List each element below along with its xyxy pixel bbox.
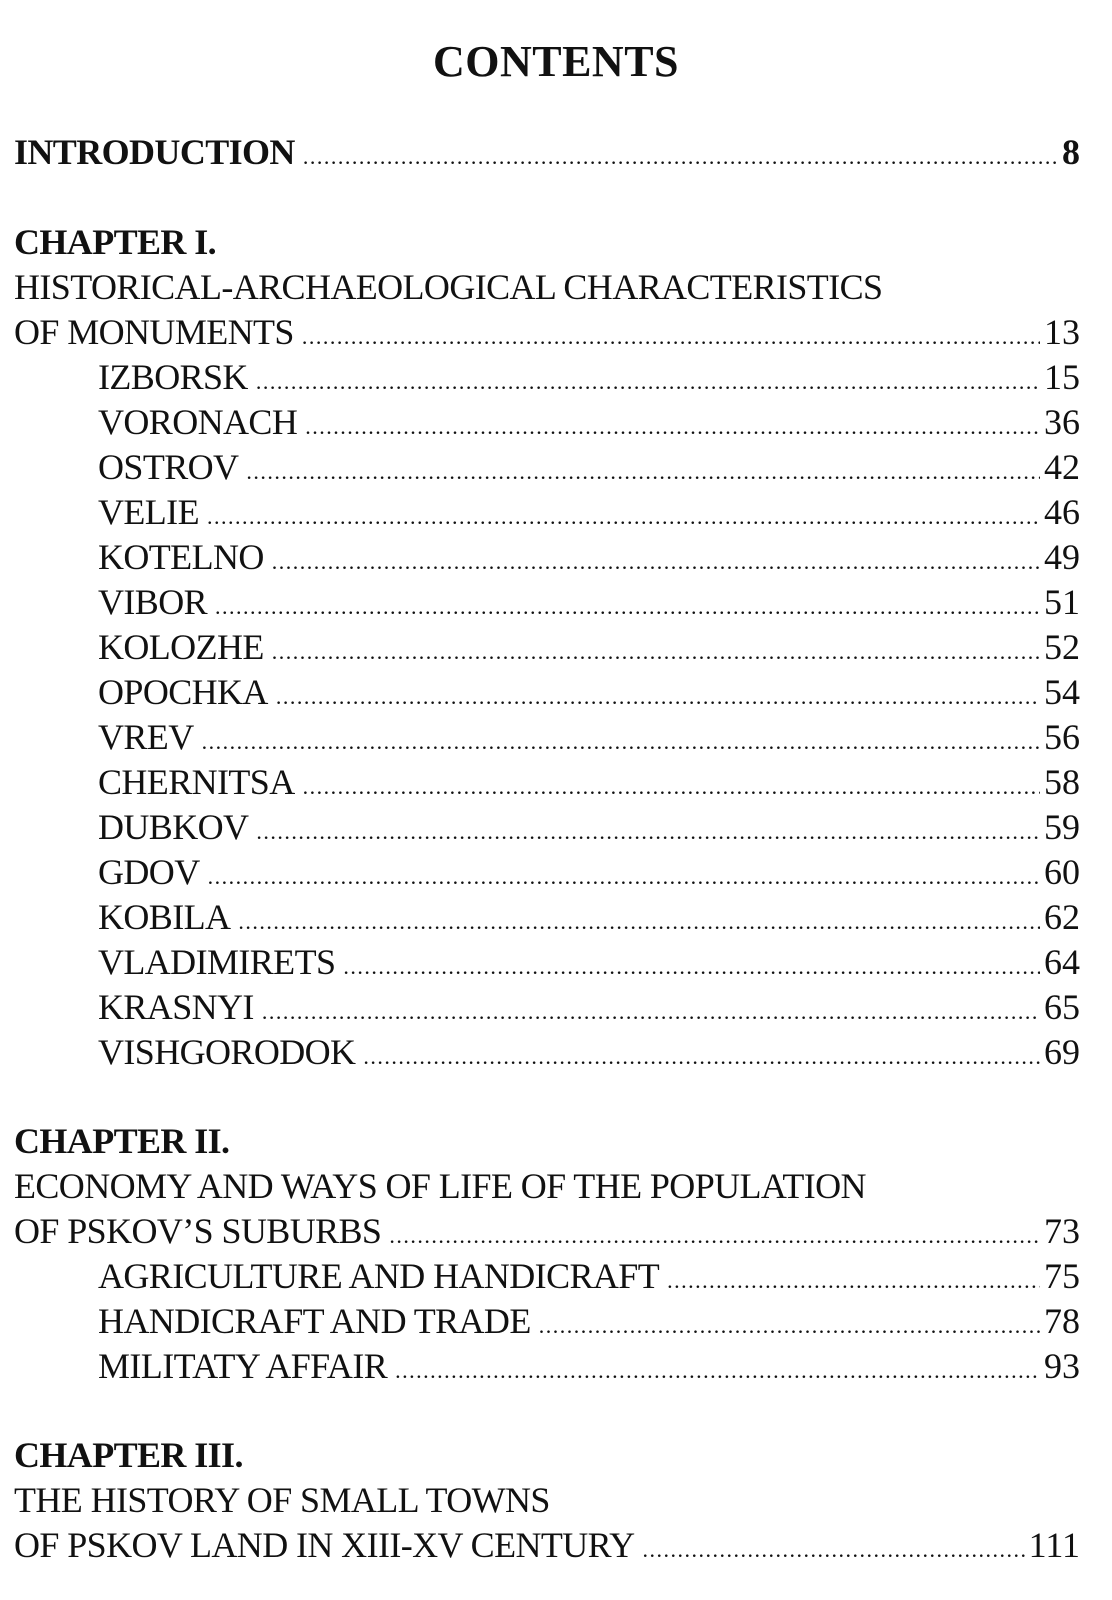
toc-entry-vibor[interactable] bbox=[98, 579, 1080, 625]
toc-entry-label: HANDICRAFT AND TRADE bbox=[98, 1301, 531, 1341]
toc-entry-opochka[interactable] bbox=[98, 669, 1080, 715]
toc-entry-label: VISHGORODOK bbox=[98, 1032, 356, 1072]
chapter-3-heading: CHAPTER III. bbox=[14, 1435, 243, 1475]
toc-entry-label: VIBOR bbox=[98, 582, 208, 622]
toc-entry-page: 93 bbox=[1044, 1346, 1080, 1386]
toc-entry-label: KOLOZHE bbox=[98, 627, 264, 667]
chapter-3-title-line-1: THE HISTORY OF SMALL TOWNS bbox=[14, 1480, 550, 1520]
toc-entry-page: 73 bbox=[1044, 1211, 1080, 1251]
toc-entry-page: 15 bbox=[1044, 357, 1080, 397]
toc-entry-label: KRASNYI bbox=[98, 987, 254, 1027]
toc-entry-page: 64 bbox=[1044, 942, 1080, 982]
toc-entry-chernitsa[interactable] bbox=[98, 759, 1080, 805]
toc-entry-page: 49 bbox=[1044, 537, 1080, 577]
toc-entry-page: 78 bbox=[1044, 1301, 1080, 1341]
toc-entry-label: VORONACH bbox=[98, 402, 298, 442]
toc-entry-page: 42 bbox=[1044, 447, 1080, 487]
toc-entry-label: MILITATY AFFAIR bbox=[98, 1346, 388, 1386]
toc-entry-chapter-2[interactable] bbox=[14, 1208, 1080, 1254]
toc-entry-izborsk[interactable] bbox=[98, 354, 1080, 400]
toc-entry-vrev[interactable] bbox=[98, 714, 1080, 760]
toc-entry-vishgorodok[interactable] bbox=[98, 1029, 1080, 1075]
toc-entry-label: AGRICULTURE AND HANDICRAFT bbox=[98, 1256, 660, 1296]
toc-entry-page: 111 bbox=[1028, 1525, 1080, 1565]
toc-entry-page: 52 bbox=[1044, 627, 1080, 667]
toc-entry-page: 56 bbox=[1044, 717, 1080, 757]
toc-entry-page: 51 bbox=[1044, 582, 1080, 622]
dot-leader bbox=[303, 134, 1058, 180]
toc-entry-page: 46 bbox=[1044, 492, 1080, 532]
toc-entry-label: KOBILA bbox=[98, 897, 231, 937]
page-title: CONTENTS bbox=[432, 37, 680, 86]
toc-entry-dubkov[interactable] bbox=[98, 804, 1080, 850]
toc-entry-label: OF MONUMENTS bbox=[14, 312, 294, 352]
toc-entry-label: VLADIMIRETS bbox=[98, 942, 336, 982]
toc-entry-velie[interactable] bbox=[98, 489, 1080, 535]
toc-entry-vladimirets[interactable] bbox=[98, 939, 1080, 985]
toc-entry-page: 36 bbox=[1044, 402, 1080, 442]
toc-entry-introduction[interactable] bbox=[14, 129, 1080, 175]
toc-entry-chapter-3[interactable] bbox=[14, 1522, 1080, 1568]
toc-entry-handicraft-and-trade[interactable] bbox=[98, 1298, 1080, 1344]
toc-entry-page: 69 bbox=[1044, 1032, 1080, 1072]
toc-entry-gdov[interactable] bbox=[98, 849, 1080, 895]
toc-entry-ostrov[interactable] bbox=[98, 444, 1080, 490]
toc-entry-page: 59 bbox=[1044, 807, 1080, 847]
chapter-2-title-line-1: ECONOMY AND WAYS OF LIFE OF THE POPULATION bbox=[14, 1166, 866, 1206]
toc-entry-kobila[interactable] bbox=[98, 894, 1080, 940]
chapter-1-title-line-1: HISTORICAL-ARCHAEOLOGICAL CHARACTERISTICS bbox=[14, 267, 883, 307]
toc-entry-kotelno[interactable] bbox=[98, 534, 1080, 580]
chapter-1-heading: CHAPTER I. bbox=[14, 222, 217, 262]
toc-entry-voronach[interactable] bbox=[98, 399, 1080, 445]
toc-entry-label: DUBKOV bbox=[98, 807, 249, 847]
toc-entry-label: IZBORSK bbox=[98, 357, 248, 397]
toc-entry-militaty-affair[interactable] bbox=[98, 1343, 1080, 1389]
toc-entry-label: OSTROV bbox=[98, 447, 239, 487]
dot-leader bbox=[643, 1527, 1025, 1573]
toc-entry-label: CHERNITSA bbox=[98, 762, 295, 802]
toc-entry-chapter-1[interactable] bbox=[14, 309, 1080, 355]
toc-entry-page: 65 bbox=[1044, 987, 1080, 1027]
toc-entry-krasnyi[interactable] bbox=[98, 984, 1080, 1030]
toc-entry-label: INTRODUCTION bbox=[14, 132, 295, 172]
dot-leader bbox=[395, 1348, 1040, 1394]
chapter-2-heading: CHAPTER II. bbox=[14, 1121, 230, 1161]
toc-entry-page: 60 bbox=[1044, 852, 1080, 892]
toc-entry-kolozhe[interactable] bbox=[98, 624, 1080, 670]
toc-entry-page: 62 bbox=[1044, 897, 1080, 937]
toc-entry-page: 75 bbox=[1044, 1256, 1080, 1296]
toc-entry-page: 13 bbox=[1044, 312, 1080, 352]
dot-leader bbox=[363, 1034, 1040, 1080]
toc-entry-page: 54 bbox=[1044, 672, 1080, 712]
toc-entry-label: OF PSKOV LAND IN XIII-XV CENTURY bbox=[14, 1525, 635, 1565]
toc-entry-agriculture-and-handicraft[interactable] bbox=[98, 1253, 1080, 1299]
toc-entry-page: 58 bbox=[1044, 762, 1080, 802]
toc-entry-label: VREV bbox=[98, 717, 194, 757]
toc-entry-label: OF PSKOV’S SUBURBS bbox=[14, 1211, 382, 1251]
toc-entry-label: GDOV bbox=[98, 852, 200, 892]
toc-entry-label: OPOCHKA bbox=[98, 672, 268, 712]
toc-entry-label: VELIE bbox=[98, 492, 199, 532]
toc-entry-label: KOTELNO bbox=[98, 537, 264, 577]
toc-entry-page: 8 bbox=[1062, 132, 1080, 172]
